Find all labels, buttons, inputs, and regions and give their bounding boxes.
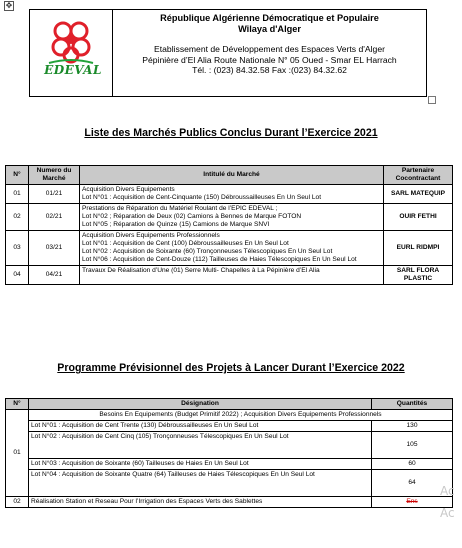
group-n: 01 [6,410,29,497]
row2-n: 02 [6,497,29,508]
row2-qty: Ens [372,497,453,508]
intitule-line: Acquisition Divers Equipements [82,186,175,193]
intitule-line: Travaux De Réalisation d’Une (01) Serre Multi- Chapelles à La Pépinière d’El Alia [82,267,320,274]
row-intitule [80,204,384,231]
table-row [6,185,453,204]
row-intitule [80,231,384,266]
row-partenaire: EURL RIDMPI [384,231,453,266]
item-text: Lot N°04 : Acquisition de Soixante Quatre (64) Tailleuses de Haies Télescopiques En Un Seul Lot [29,470,372,497]
wilaya-line: Wilaya d'Alger [238,23,301,34]
table-row [6,266,453,285]
row-numero: 02/21 [29,204,80,231]
col-n: N° [6,166,29,185]
item-qty: 130 [372,421,453,432]
item-text: Lot N°01 : Acquisition de Cent Trente (130) Débroussailleuses En Un Seul Lot [29,421,372,432]
row2-text: Réalisation Station et Reseau Pour l’Irrigation des Espaces Verts des Sablettes [29,497,372,508]
republic-line: République Algérienne Démocratique et Populaire [160,13,379,23]
watermark-text: Ac [440,484,455,498]
intitule-line: Lot N°05 ; Réparation de Quinze (15) Camions de Marque SNVI [82,221,270,228]
section1-title: Liste des Marchés Publics Conclus Durant l’Exercice 2021 [84,127,378,139]
phone-line: Tél. : (023) 84.32.58 Fax :(023) 84.32.62 [192,65,347,75]
row-partenaire: SARL MATEQUIP [384,185,453,204]
projects-table [5,398,453,508]
table-row [6,204,453,231]
item-text: Lot N°02 : Acquisition de Cent Cinq (105) Tronçonneuses Télescopiques En Un Seul Lot [29,432,372,459]
table-row [6,410,453,421]
row-n: 03 [6,231,29,266]
subheading: Besoins En Equipements (Budget Primitif 2022) ; Acquisition Divers Equipements Professionnels [29,410,453,421]
table-row [6,231,453,266]
table-row [6,421,453,432]
table-move-handle-icon[interactable]: ✥ [5,1,13,10]
intitule-line: Prestations de Réparation du Matériel Roulant de l’EPIC EDEVAL ; [82,205,278,212]
logo-cell [30,10,113,97]
item-qty: 64 [372,470,453,497]
col-intitule: Intitulé du Marché [80,166,384,185]
table-row [6,497,453,508]
table-resize-handle[interactable] [428,96,436,104]
item-qty: 60 [372,459,453,470]
section2-title: Programme Prévisionnel des Projets à Lancer Durant l’Exercice 2022 [57,362,405,374]
row-n: 04 [6,266,29,285]
edeval-logo [31,11,111,95]
intitule-line: Acquisition Divers Equipements Professionnels [82,232,220,239]
col-partenaire: Partenaire Cocontractant [384,166,453,185]
row-numero: 01/21 [29,185,80,204]
intitule-line: Lot N°06 : Acquisition de Cent-Douze (112) Tailleuses de Haies Télescopiques En Un Seul Lot [82,256,357,263]
row-intitule [80,266,384,285]
row-partenaire: SARL FLORA PLASTIC [384,266,453,285]
table-row [6,470,453,497]
row-numero: 03/21 [29,231,80,266]
row-n: 02 [6,204,29,231]
col-n: N° [6,399,29,410]
row-numero: 04/21 [29,266,80,285]
col-designation: Désignation [29,399,372,410]
row-partenaire: OUIR FETHI [384,204,453,231]
table-row [6,432,453,459]
intitule-line: Lot N°01 : Acquisition de Cent-Cinquante (150) Débroussailleuses En Un Seul Lot [82,194,322,201]
letterhead [29,9,427,97]
letterhead-text [113,10,427,97]
logo-text: EDEVAL [44,63,102,77]
col-quantites: Quantités [372,399,453,410]
item-text: Lot N°03 : Acquisition de Soixante (60) Tailleuses de Haies En Un Seul Lot [29,459,372,470]
item-qty: 105 [372,432,453,459]
etablissement-line: Etablissement de Développement des Espaces Verts d'Alger [154,44,385,54]
flower-logo-icon [31,11,111,95]
col-numero: Numero du Marché [29,166,80,185]
intitule-line: Lot N°02 ; Réparation de Deux (02) Camions à Bennes de Marque FOTON [82,213,302,220]
row-n: 01 [6,185,29,204]
contracts-table [5,165,453,285]
intitule-line: Lot N°01 : Acquisition de Cent (100) Débroussailleuses En Un Seul Lot [82,240,289,247]
table-row [6,459,453,470]
row-intitule [80,185,384,204]
intitule-line: Lot N°02 : Acquisition de Soixante (60) Tronçonneuses Télescopiques En Un Seul Lot [82,248,333,255]
address-line: Pépinière d’El Alia Route Nationale N° 05 Oued - Smar EL Harrach [142,54,397,65]
watermark-text: Ac [440,506,455,520]
